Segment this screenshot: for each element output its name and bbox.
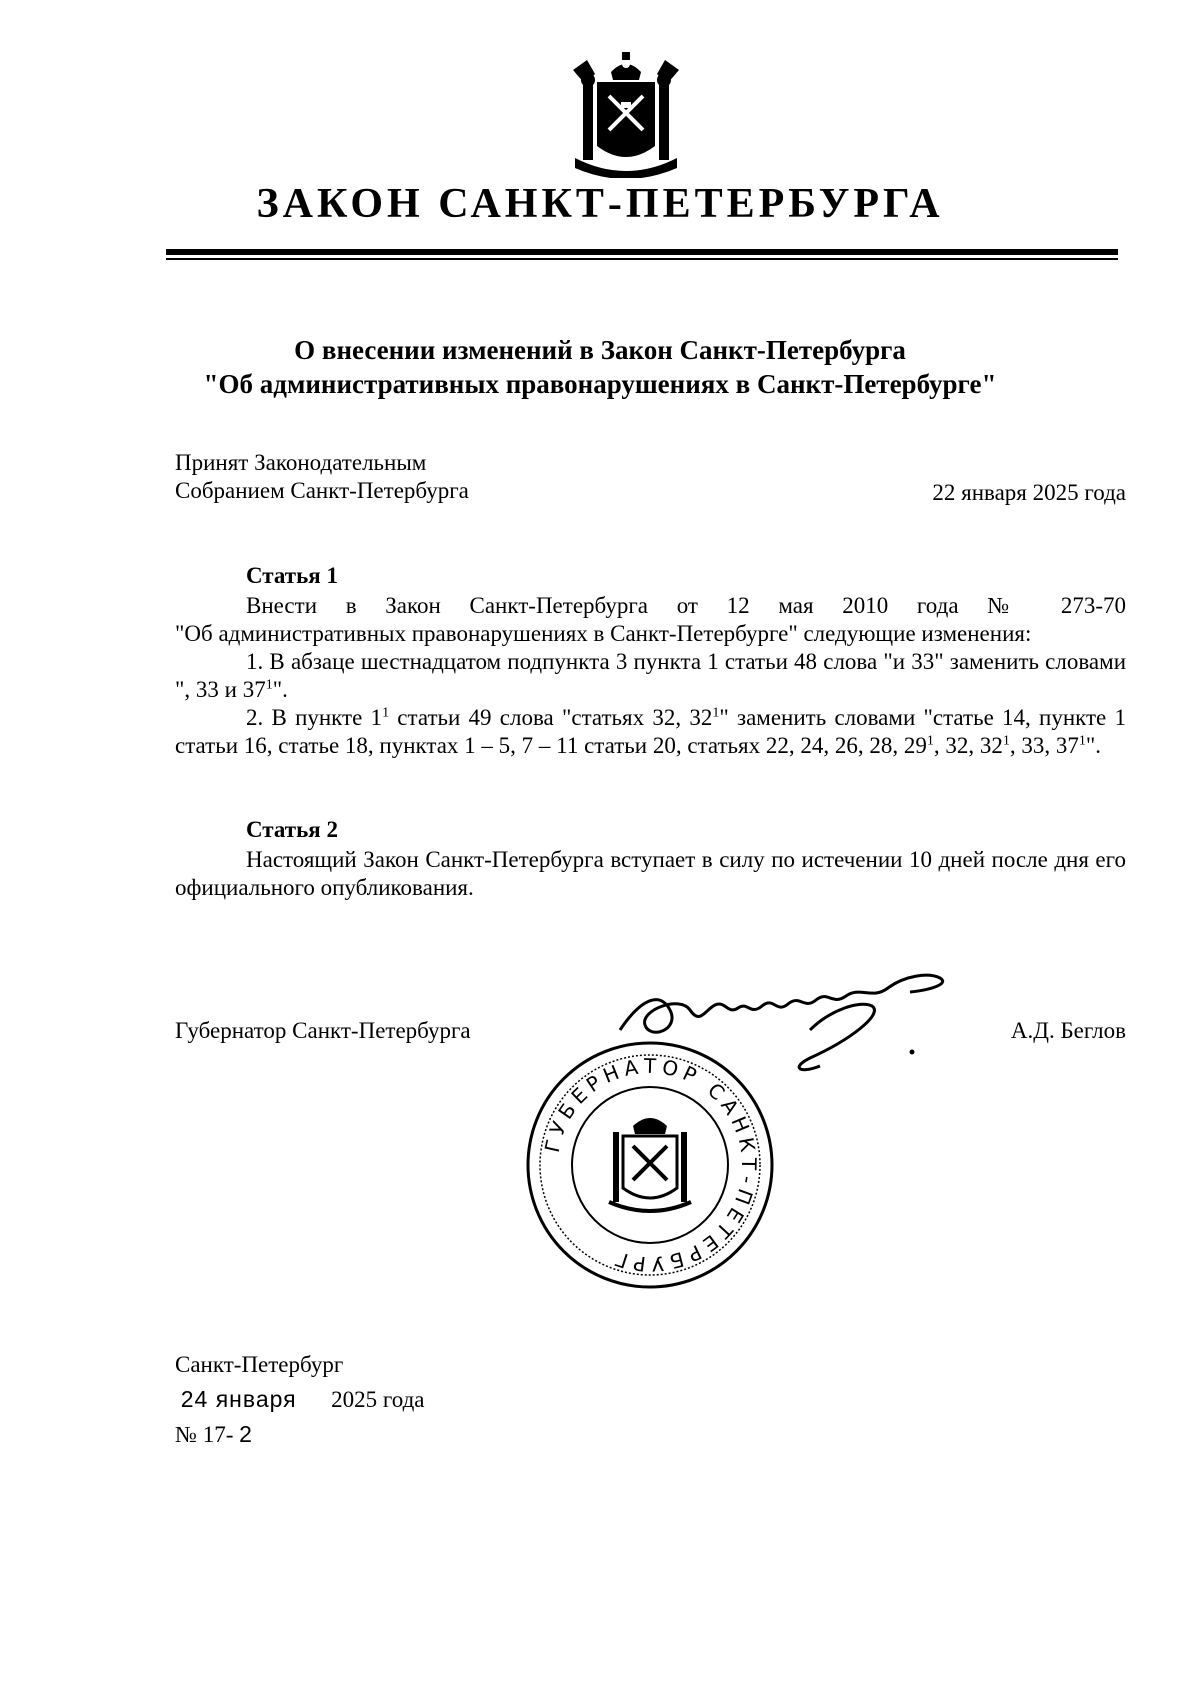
city: Санкт-Петербург [175, 1352, 344, 1377]
subject-line-2: "Об административных правонарушениях в Санкт-Петербурге" [203, 369, 997, 399]
item-2-sup-5: 1 [1078, 733, 1086, 749]
place-date-number [175, 1348, 424, 1452]
item-2-text-f: ". [1085, 733, 1101, 758]
article-2-body [175, 846, 1126, 902]
signing-day-month: 24 января [180, 1386, 297, 1412]
handwritten-signature [610, 970, 970, 1080]
article-2-text: Настоящий Закон Санкт-Петербурга вступает в силу по истечении 10 дней после дня его официального опубликования. [175, 847, 1126, 900]
adopted-by [175, 449, 575, 505]
item-2-sup-3: 1 [926, 733, 934, 749]
item-1-text-a: 1. В абзаце шестнадцатом подпункта 3 пункта 1 статьи 48 слова "и 33" заменить словами ", 33 и 37 [175, 649, 1126, 702]
signing-year: 2025 года [331, 1387, 425, 1412]
adopted-line-2: Собранием Санкт-Петербурга [175, 478, 469, 503]
subject-line-1: О внесении изменений в Закон Санкт-Петербурга [294, 335, 906, 365]
item-2-text-d: , 32, 32 [933, 733, 1003, 758]
item-2-text-a: 2. В пункте 1 [246, 705, 383, 730]
law-number-label: № 17- [175, 1422, 234, 1447]
article-1-body [175, 592, 1126, 760]
item-2-text-b: статьи 49 слова "статьях 32, 32 [389, 705, 713, 730]
article-1-intro-line-1: Внести в Закон Санкт-Петербурга от 12 мая 2010 года № 273-70 [246, 593, 1126, 618]
item-1-sup: 1 [265, 677, 273, 693]
article-2-heading: Статья 2 [246, 817, 338, 842]
article-1-item-1 [175, 648, 1126, 704]
seal-outer-text-path: ГУБЕРНАТОР САНКТ-ПЕТЕРБУРГ [539, 1053, 762, 1277]
signing-date [175, 1382, 424, 1417]
law-number [175, 1417, 424, 1452]
item-2-text-c: " заменить словами "статье 14, пункте 1 статьи 16, статье 18, пунктах 1 – 5, 7 – 11 статьи 20, статьях 22, 24, 26, 28, 29 [175, 705, 1126, 758]
signatory-name: А.Д. Беглов [1010, 1018, 1126, 1043]
item-2-text-e: , 33, 37 [1009, 733, 1079, 758]
signatory-position: Губернатор Санкт-Петербурга [175, 1018, 471, 1043]
article-1-item-2 [175, 704, 1126, 760]
adopted-date: 22 января 2025 года [932, 480, 1126, 505]
article-1-intro-line-2: "Об административных правонарушениях в Санкт-Петербурге" следующие изменения: [175, 621, 1032, 646]
adopted-line-1: Принят Законодательным [175, 450, 427, 475]
law-number-value: 2 [239, 1421, 253, 1447]
header-rule-thin [166, 258, 1118, 260]
law-title: ЗАКОН САНКТ-ПЕТЕРБУРГА [256, 181, 944, 227]
header-rule-thick [166, 249, 1118, 255]
article-1-heading: Статья 1 [246, 563, 338, 588]
item-2-sup-2: 1 [712, 705, 720, 721]
coat-of-arms-emblem [565, 50, 687, 178]
item-1-text-b: ". [272, 677, 288, 702]
item-2-sup-1: 1 [382, 705, 390, 721]
item-2-sup-4: 1 [1002, 733, 1010, 749]
law-subject [0, 333, 1200, 401]
